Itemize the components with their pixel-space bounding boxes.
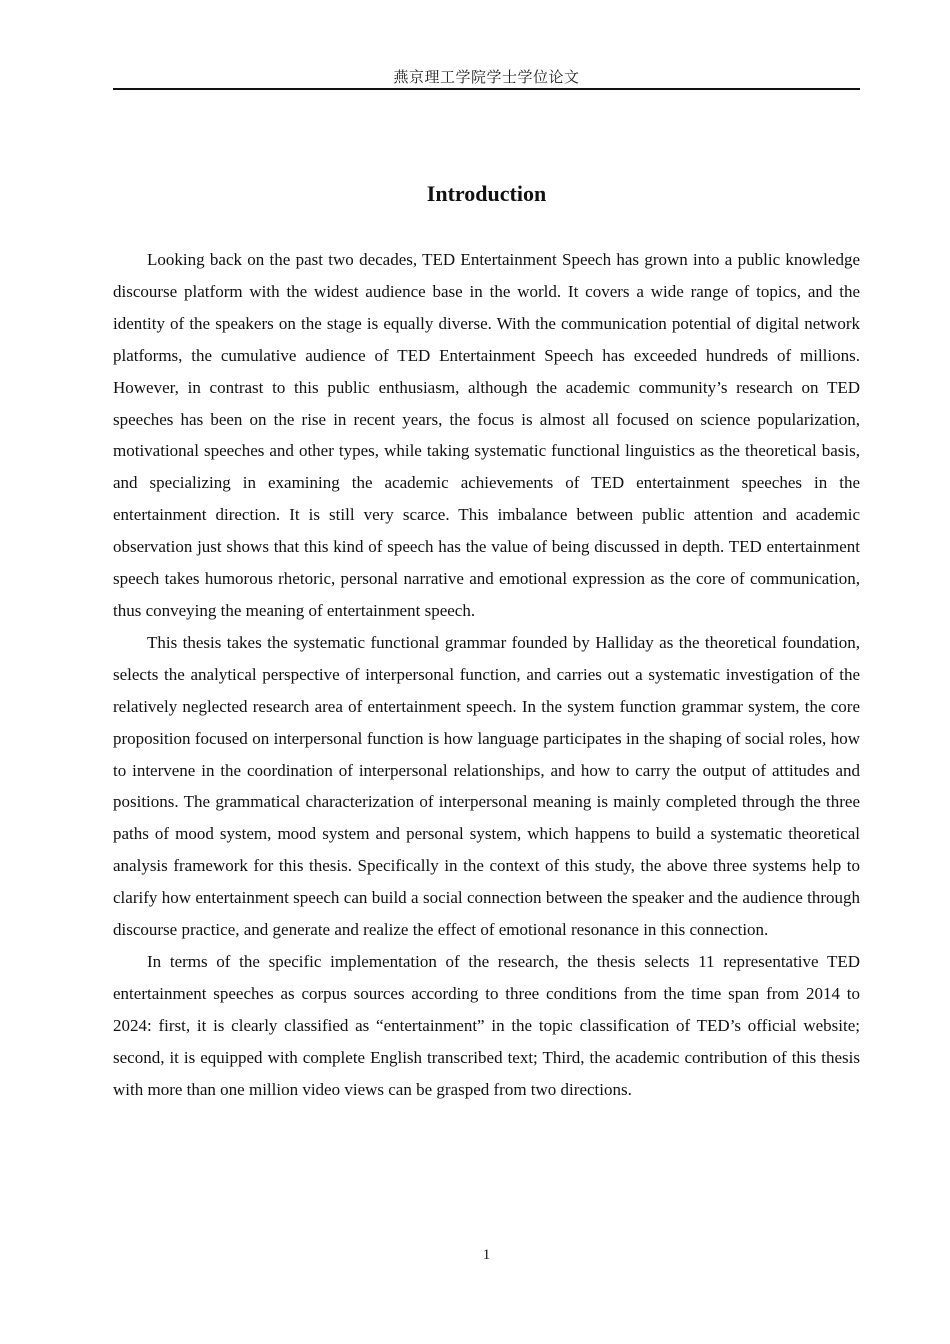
paragraph-1: Looking back on the past two decades, TED Entertainment Speech has grown into a public knowledge discourse platform with the widest audience base in the world. It covers a wide range of topics, and the identity of the speakers on the stage is equally diverse. With the communication potential of digital network platforms, the cumulative audience of TED Entertainment Speech has exceeded hundreds of millions. However, in contrast to this public enthusiasm, although the academic community’s research on TED speeches has been on the rise in recent years, the focus is almost all focused on science popularization, motivational speeches and other types, while taking systematic functional linguistics as the theoretical basis, and specializing in examining the academic achievements of TED entertainment speeches in the entertainment direction. It is still very scarce. This imbalance between public attention and academic observation just shows that this kind of speech has the value of being discussed in depth. TED entertainment speech takes humorous rhetoric, personal narrative and emotional expression as the core of communication, thus conveying the meaning of entertainment speech. [113,250,860,620]
running-header: 燕京理工学院学士学位论文 [393,68,580,86]
section-title: Introduction [426,181,547,206]
paragraph-3: In terms of the specific implementation of the research, the thesis selects 11 representative TED entertainment speeches as corpus sources according to three conditions from the time span from 2014 to 2024: first, it is clearly classified as “entertainment” in the topic classification of TED’s official website; second, it is equipped with complete English transcribed text; Third, the academic contribution of this thesis with more than one million video views can be grasped from two directions. [113,951,860,1099]
paragraph-2: This thesis takes the systematic functional grammar founded by Halliday as the theoretical foundation, selects the analytical perspective of interpersonal function, and carries out a systematic investigation of the relatively neglected research area of entertainment speech. In the system function grammar system, the core proposition focused on interpersonal function is how language participates in the shaping of social roles, how to intervene in the coordination of interpersonal relationships, and how to carry the output of attitudes and positions. The grammatical characterization of interpersonal meaning is mainly completed through the three paths of mood system, mood system and personal system, which happens to build a systematic theoretical analysis framework for this thesis. Specifically in the context of this study, the above three systems help to clarify how entertainment speech can build a social connection between the speaker and the audience through discourse practice, and generate and realize the effect of emotional resonance in this connection. [113,632,860,940]
header-rule [113,88,860,90]
page-number: 1 [482,1247,491,1263]
body-text [113,244,860,1105]
